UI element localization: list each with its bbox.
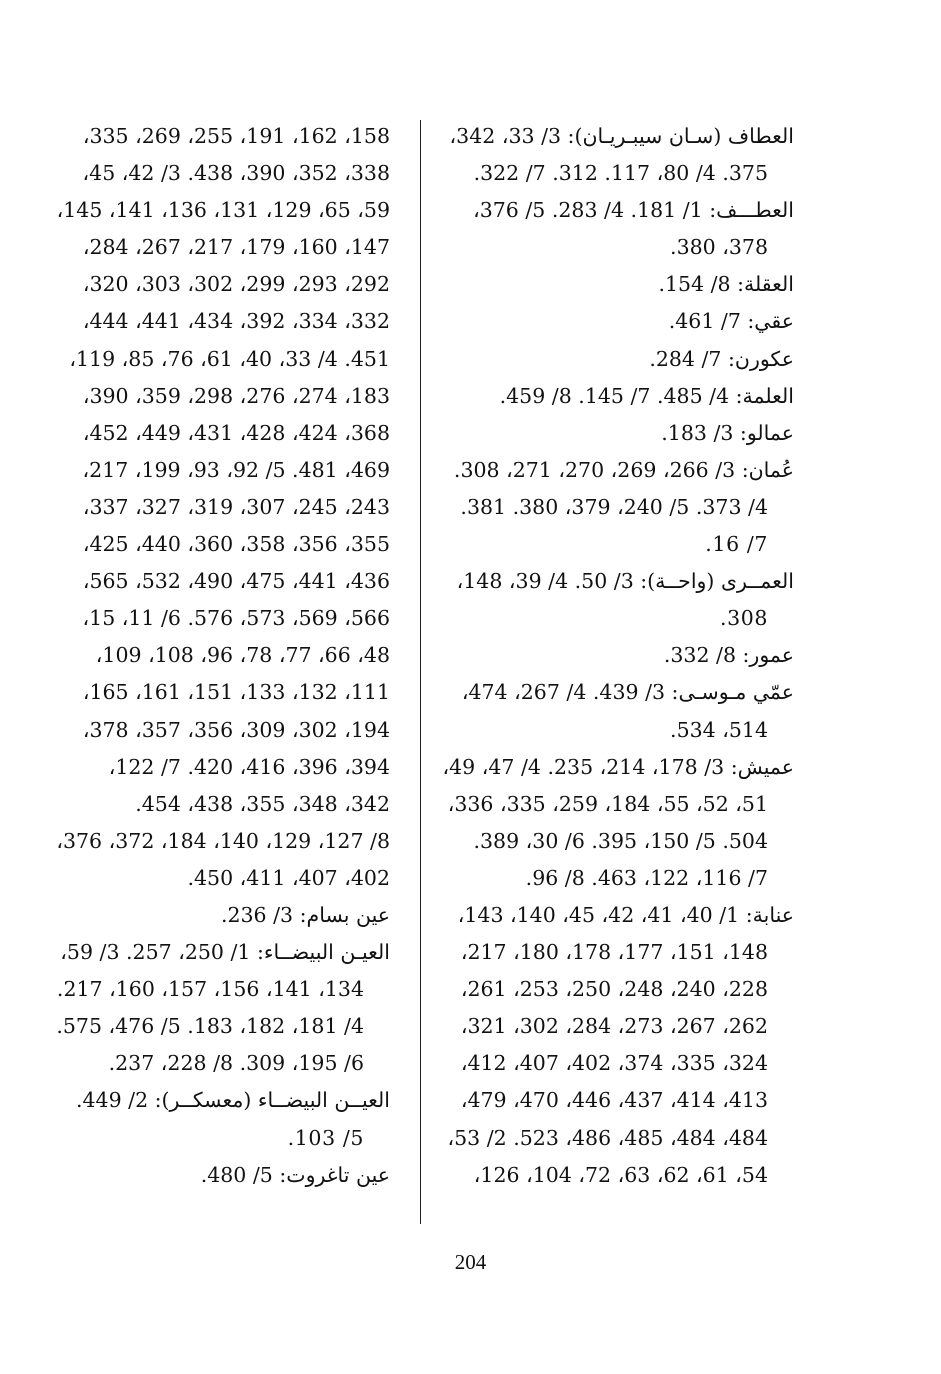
index-line: 48، 66، 77، 78، 96، 108، 109، [95,643,390,668]
index-line: 436، 441، 475، 490، 532، 565، [82,569,390,594]
index-line: 158، 162، 191، 255، 269، 335، [82,124,390,148]
index-line: العمــرى (واحــة): 3/ 50. 4/ 39، 148، [456,569,794,594]
index-line: 566، 569، 573، 576. 6/ 11، 15، [82,606,390,631]
index-line: 378، 380. [670,235,768,260]
index-line: العيــن البيضــاء (معسكــر): 2/ 449. [75,1088,390,1113]
index-line: العطـــف: 1/ 181. 4/ 283. 5/ 376، [473,198,794,223]
index-line: 469، 481. 5/ 92، 93، 199، 217، [82,457,390,482]
index-line: 134، 141، 156، 157، 160، 217. [56,977,364,1002]
index-line: 228، 240، 248، 250، 253، 261، [460,977,768,1002]
index-line: 504. 5/ 150، 395. 6/ 30، 389. [473,828,768,853]
index-line: عين تاغروت: 5/ 480. [200,1162,390,1187]
index-line: 148، 151، 177، 178، 180، 217، [460,940,768,965]
index-line: 292، 293، 299، 302، 303، 320، [82,272,390,297]
index-line: 413، 414، 437، 446، 470، 479، [460,1088,768,1113]
index-line: 7/ 16. [705,532,768,557]
index-line: عمّي مـوسـى: 3/ 439. 4/ 267، 474، [461,680,794,705]
index-line: 402، 407، 411، 450. [187,865,390,890]
index-line: عمالو: 3/ 183. [661,420,794,445]
index-line: عنابة: 1/ 40، 41، 42، 45، 140، 143، [457,902,794,927]
index-line: 6/ 195، 309. 8/ 228، 237. [108,1051,364,1076]
index-line: العيـن البيضــاء: 1/ 250، 257. 3/ 59، [60,940,390,965]
index-line: 7/ 116، 122، 463. 8/ 96. [525,865,768,890]
index-line: 5/ 103. [287,1125,364,1150]
index-line: 332، 334، 392، 434، 441، 444، [82,309,390,334]
index-line: 514، 534. [670,717,768,742]
index-line: العلمة: 4/ 485. 7/ 145. 8/ 459. [499,383,794,408]
index-line: 4/ 373. 5/ 240، 379، 380. 381. [460,494,768,519]
index-line: عقي: 7/ 461. [668,309,794,334]
index-line: العقلة: 8/ 154. [658,272,794,297]
index-line: 308. [719,606,768,631]
index-line: 375. 4/ 80، 117. 312. 7/ 322. [473,161,768,186]
left-column [40,118,390,1194]
index-line: عكورن: 7/ 284. [649,346,794,371]
index-line: العطاف (سـان سيبـريـان): 3/ 33، 342، [449,124,794,148]
index-line: 368، 424، 428، 431، 449، 452، [82,420,390,445]
column-divider [420,120,421,1224]
index-line: 51، 52، 55، 184، 259، 335، 336، [447,791,768,816]
index-line: 451. 4/ 33، 40، 61، 76، 85، 119، [69,346,390,371]
index-line: 111، 132، 133، 151، 161، 165، [82,680,390,705]
index-line: عمور: 8/ 332. [663,643,794,668]
index-line: 342، 348، 355، 438، 454. [135,791,390,816]
index-line: 262، 267، 273، 284، 302، 321، [460,1014,768,1039]
right-column [428,118,794,1194]
index-line: عُمان: 3/ 266، 269، 270، 271، 308. [453,457,794,482]
index-line: 194، 302، 309، 356، 357، 378، [82,717,390,742]
index-line: عميش: 3/ 178، 214، 235. 4/ 47، 49، [442,754,794,779]
index-line: 394، 396، 416، 420. 7/ 122، [108,754,390,779]
index-line: 355، 356، 358، 360، 440، 425، [82,532,390,557]
index-line: 147، 160، 179، 217، 267، 284، [82,235,390,260]
index-line: 243، 245، 307، 319، 327، 337، [82,494,390,519]
index-line: 183، 274، 276، 298، 359، 390، [82,383,390,408]
index-line: 324، 335، 374، 402، 407، 412، [460,1051,768,1076]
index-line: عين بسام: 3/ 236. [220,902,390,927]
index-line: 59، 65، 129، 131، 136، 141، 145، [56,198,390,223]
index-line: 4/ 181، 182، 183. 5/ 476، 575. [56,1014,364,1039]
page-number: 204 [454,1250,487,1274]
index-line: 338، 352، 390، 438. 3/ 42، 45، [82,161,390,186]
index-line: 8/ 127، 129، 140، 184، 372، 376، [56,828,390,853]
index-line: 484، 484، 485، 486، 523. 2/ 53، [447,1125,768,1150]
index-line: 54، 61، 62، 63، 72، 104، 126، [473,1162,768,1187]
